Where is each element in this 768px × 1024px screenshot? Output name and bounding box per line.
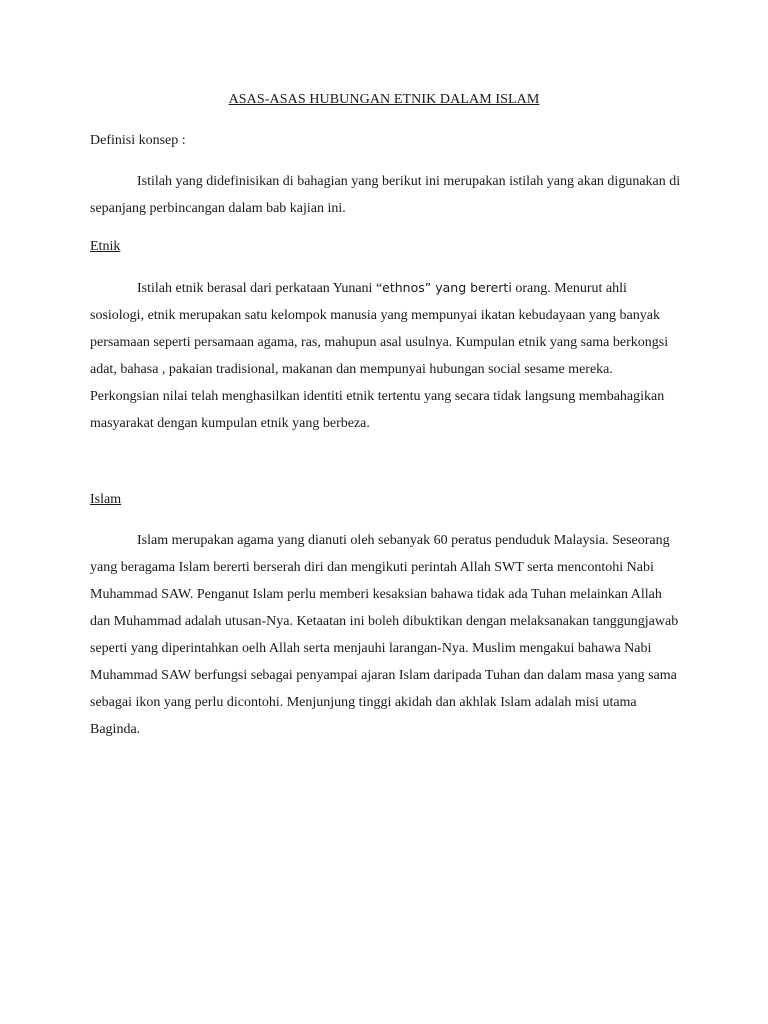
etnik-paragraph-quoted: ethnos” yang bererti — [382, 280, 512, 295]
islam-heading: Islam — [90, 492, 122, 507]
etnik-paragraph-part2: orang. Menurut ahli sosiologi, etnik merupakan satu kelompok manusia yang mempunyai ikatan kebudayaan yang banyak persamaan seperti persamaan agama, ras, mahupun asal usulnya. Kumpulan etnik yang sama berkongsi adat, bahasa , pakaian tradisional, makanan dan mempunyai hubungan social sesame mereka. Perkongsian nilai telah menghasilkan identiti etnik tertentu yang secara tidak langsung membahagikan masyarakat dengan kumpulan etnik yang berbeza. — [90, 281, 669, 431]
islam-paragraph: Islam merupakan agama yang dianuti oleh sebanyak 60 peratus penduduk Malaysia. Seseorang yang beragama Islam bererti berserah diri dan mengikuti perintah Allah SWT serta mencontohi Nabi Muhammad SAW. Penganut Islam perlu memberi kesaksian bahawa tidak ada Tuhan melainkan Allah dan Muhammad adalah utusan-Nya. Ketaatan ini boleh dibuktikan dengan melaksanakan tanggungjawab seperti yang diperintahkan oelh Allah serta menjauhi larangan-Nya. Muslim mengakui bahawa Nabi Muhammad SAW berfungsi sebagai penyampai ajaran Islam daripada Tuhan dan dalam masa yang sama sebagai ikon yang perlu dicontohi. Menjunjung tinggi akidah dan akhlak Islam adalah misi utama Baginda. — [90, 533, 679, 737]
definisi-label: Definisi konsep : — [90, 133, 186, 148]
intro-paragraph: Istilah yang didefinisikan di bahagian yang berikut ini merupakan istilah yang akan digunakan di sepanjang perbincangan dalam bab kajian ini. — [90, 174, 681, 216]
document-title: ASAS-ASAS HUBUNGAN ETNIK DALAM ISLAM — [228, 92, 540, 107]
etnik-paragraph-part1: Istilah etnik berasal dari perkataan Yunani “ — [137, 281, 383, 296]
etnik-heading: Etnik — [90, 239, 121, 254]
etnik-paragraph — [90, 274, 682, 437]
